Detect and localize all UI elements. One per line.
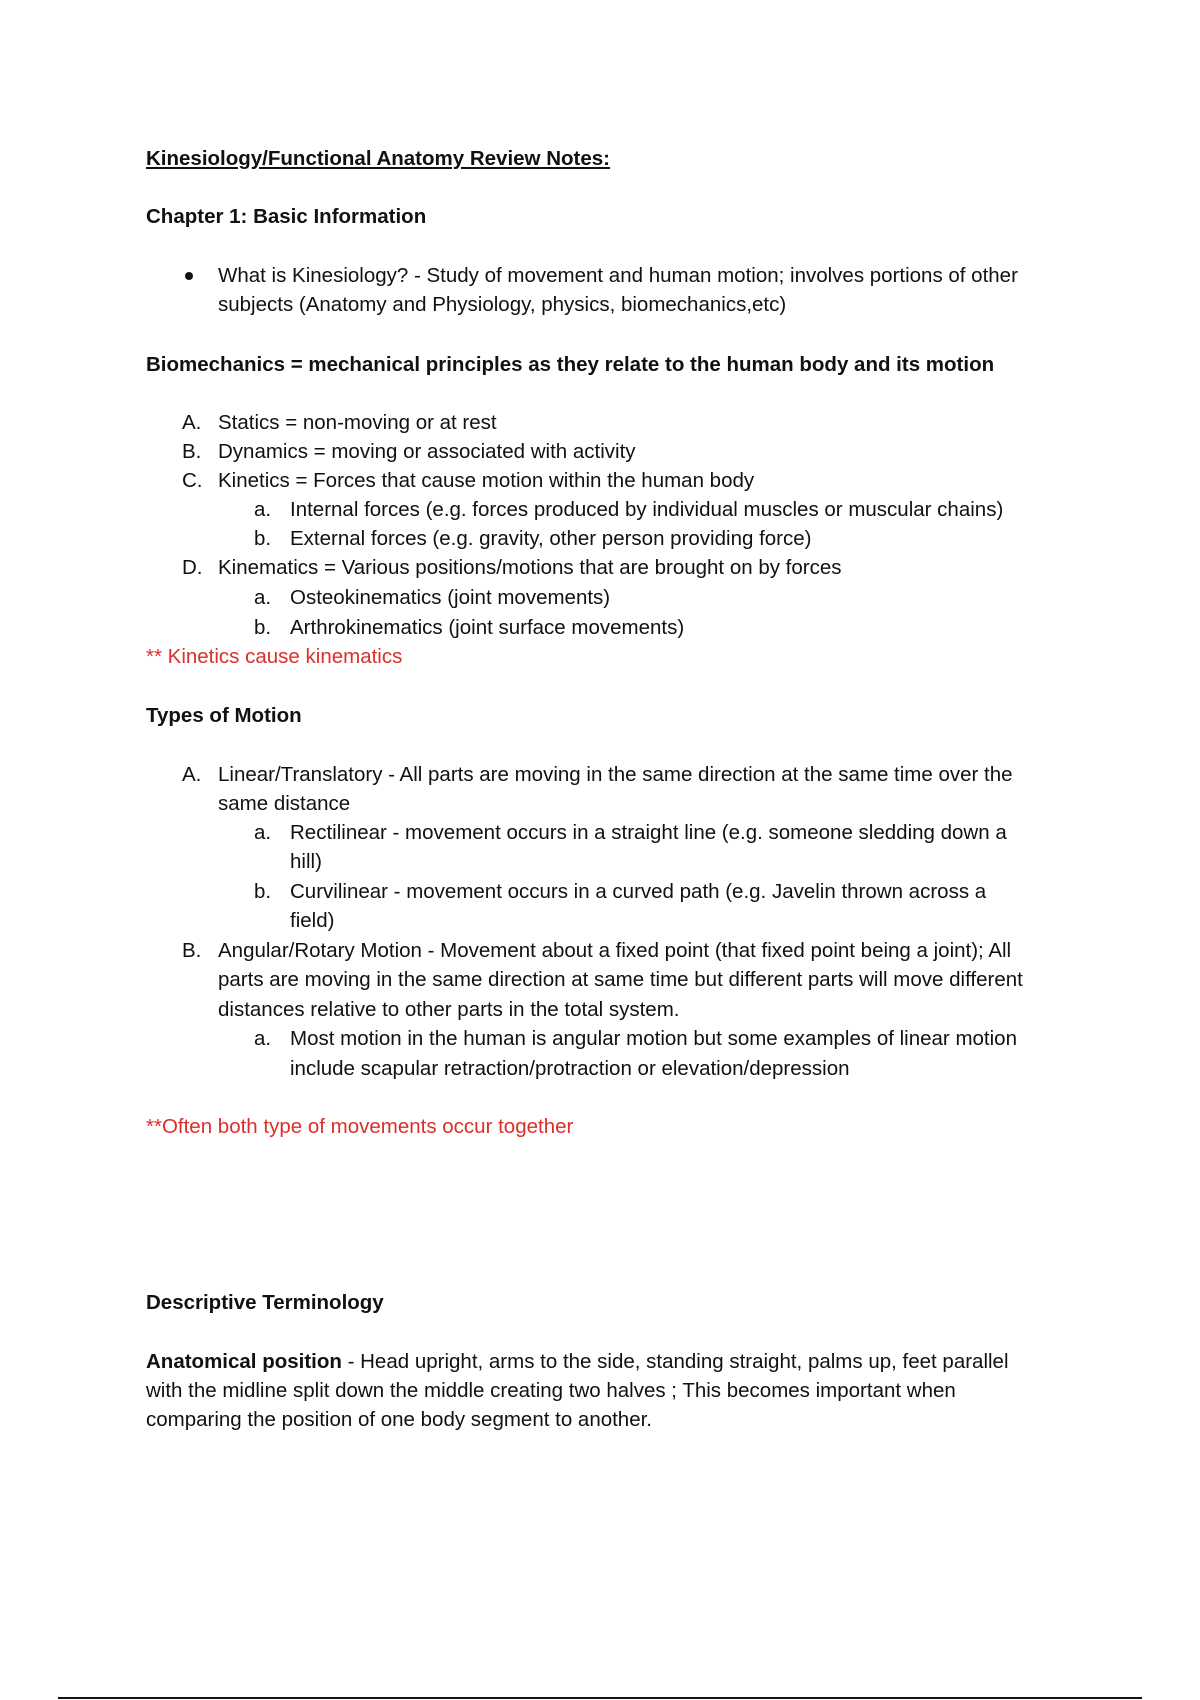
bullet-dot-icon [185, 272, 193, 280]
list-marker: A. [182, 411, 202, 434]
list-item-dynamics: Dynamics = moving or associated with activity [218, 440, 636, 463]
sub-list-marker: a. [254, 1027, 272, 1050]
angular-motion-line3: distances relative to other parts in the total system. [218, 998, 680, 1021]
list-item-statics: Statics = non-moving or at rest [218, 411, 497, 434]
list-item-kinematics: Kinematics = Various positions/motions that are brought on by forces [218, 556, 842, 579]
list-marker: B. [182, 939, 202, 962]
descriptive-terminology-heading: Descriptive Terminology [146, 1291, 384, 1314]
list-marker: D. [182, 556, 203, 579]
kinesiology-definition-line1: What is Kinesiology? - Study of movement and human motion; involves portions of other [218, 264, 1018, 287]
anatomical-position-line2: with the midline split down the middle creating two halves ; This becomes important when [146, 1379, 956, 1402]
sub-item-internal-forces: Internal forces (e.g. forces produced by individual muscles or muscular chains) [290, 498, 1004, 521]
anatomical-position-line3: comparing the position of one body segment to another. [146, 1408, 653, 1431]
angular-motion-line2: parts are moving in the same direction at same time but different parts will move different [218, 968, 1023, 991]
anatomical-position-definition: - Head upright, arms to the side, standing straight, palms up, feet parallel [341, 1350, 1009, 1373]
angular-motion-line1: Angular/Rotary Motion - Movement about a fixed point (that fixed point being a joint); All [218, 939, 1012, 962]
anatomical-position-term: Anatomical position [146, 1350, 342, 1373]
sub-list-marker: b. [254, 527, 272, 550]
kinesiology-definition-line2: subjects (Anatomy and Physiology, physics, biomechanics,etc) [218, 293, 787, 316]
sub-list-marker: a. [254, 498, 272, 521]
types-of-motion-heading: Types of Motion [146, 704, 302, 727]
rectilinear-line1: Rectilinear - movement occurs in a straight line (e.g. someone sledding down a [290, 821, 1007, 844]
sub-list-marker: a. [254, 586, 272, 609]
curvilinear-line2: field) [290, 909, 335, 932]
document-title: Kinesiology/Functional Anatomy Review Notes: [146, 147, 610, 170]
rectilinear-line2: hill) [290, 850, 322, 873]
angular-example-line1: Most motion in the human is angular motion but some examples of linear motion [290, 1027, 1017, 1050]
list-marker: C. [182, 469, 203, 492]
sub-list-marker: a. [254, 821, 272, 844]
page-divider [58, 1697, 1142, 1699]
chapter1-heading: Chapter 1: Basic Information [146, 205, 427, 228]
kinetics-note: ** Kinetics cause kinematics [146, 645, 403, 668]
sub-item-osteokinematics: Osteokinematics (joint movements) [290, 586, 611, 609]
sub-item-external-forces: External forces (e.g. gravity, other person providing force) [290, 527, 812, 550]
curvilinear-line1: Curvilinear - movement occurs in a curved path (e.g. Javelin thrown across a [290, 880, 987, 903]
list-marker: B. [182, 440, 202, 463]
sub-list-marker: b. [254, 880, 272, 903]
sub-list-marker: b. [254, 616, 272, 639]
linear-motion-line1: Linear/Translatory - All parts are moving in the same direction at the same time over the [218, 763, 1013, 786]
linear-motion-line2: same distance [218, 792, 351, 815]
movements-together-note: **Often both type of movements occur together [146, 1115, 574, 1138]
sub-item-arthrokinematics: Arthrokinematics (joint surface movements) [290, 616, 685, 639]
angular-example-line2: include scapular retraction/protraction or elevation/depression [290, 1057, 850, 1080]
list-marker: A. [182, 763, 202, 786]
biomechanics-heading: Biomechanics = mechanical principles as they relate to the human body and its motion [146, 353, 995, 376]
anatomical-position-line1 [146, 1347, 1009, 1376]
list-item-kinetics: Kinetics = Forces that cause motion within the human body [218, 469, 755, 492]
